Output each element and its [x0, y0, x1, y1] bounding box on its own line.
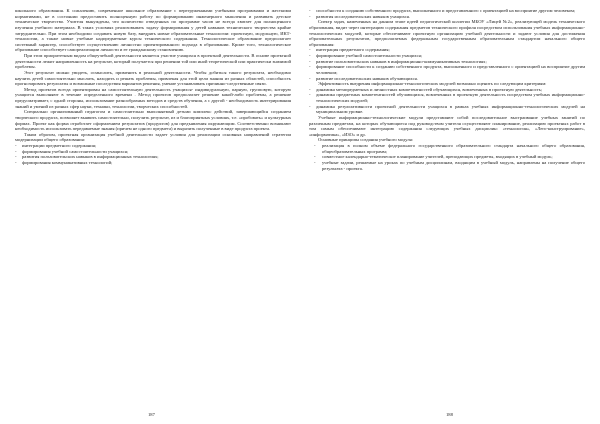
bullet-dash: -	[15, 148, 17, 154]
principles-heading: Основные принципы создания учебного модуля:	[318, 137, 414, 143]
goal-text: формирование способности к созданию собственного продукта, выполненного и представленного с ориентацией на восприятие другим человеком;	[316, 64, 585, 75]
page-number-left: 187	[148, 412, 155, 417]
left-bullet-item	[15, 160, 291, 166]
principle-text: учебные задачи, решаемые на уроках по учебным дисциплинам, входящим в учебный модуль, направлены на получение общего результата - проекта.	[322, 159, 585, 171]
bullet-dash: -	[314, 154, 316, 160]
left-paragraph-3: Этот результат можно увидеть, осмыслить, применить в реальной деятельности. Чтобы добиться такого результата, необходимо научить детей самостоятельно мыслить, находить и решать проблемы, привлекая для этой цели знания из разных областей, способность прогнозировать результаты и возможные последствия вариантов решения, умение устанавливать причинно-следственные связи.	[15, 69, 291, 87]
left-bullet-text: интеграции предметного содержания;	[22, 143, 97, 148]
bullet-dash: -	[309, 103, 311, 109]
principle-item	[309, 160, 585, 171]
left-bullet-text: формирования коммуникативных технологий;	[22, 159, 113, 165]
principle-text: совместное календарно-тематическое планирование учителей, преподающих предметы, входящих в учебный модуль;	[322, 154, 553, 160]
criteria-text: динамика метапредметных и личностных компетентностей обучающихся, вовлеченных в проектную деятельность;	[316, 86, 543, 92]
goal-item	[309, 76, 585, 82]
goal-text: развитие исследовательских навыков обучающихся.	[316, 75, 418, 81]
bullet-dash: -	[309, 53, 311, 58]
bullet-dash: -	[314, 159, 316, 165]
criteria-text: динамика предметных компетентностей обучающихся, вовлеченных в проектную деятельность посредством учебных информационно-технологических модулей;	[316, 92, 585, 103]
right-intro-paragraph: Спектр задач, намеченных на данном этапе идеей педагогической коллегии МБОУ «Лицей №2», реализующей модель технического образования, видит через интеграцию содержания предметов технического профиля посредством использования учебных информационно-технологических модулей, которые обеспечивают проектную организацию учебной деятельности и задают условия для достижения образовательных результатов, предполагаемых федеральным государственным образовательным стандартом начального общего образования:	[309, 19, 585, 47]
principle-item	[309, 143, 585, 154]
bullet-dash: -	[309, 8, 311, 13]
bullet-dash: -	[309, 75, 311, 81]
goal-text: интеграция предметного содержания;	[316, 47, 390, 53]
bullet-dash: -	[309, 13, 311, 19]
left-paragraph-1: школьного образования. К сожалению, современное школьное образование с перегруженными учебными программами и жесткими нормативами, не в состоянии предоставить полноценную работу по формированию инженерного мышления и развивать детское техническое творчество. Учителя вынуждены, что количество отведенных по программе часов не всегда хватает для полноценного изучения учебного материала. В таких условиях реализовывать задачу формирования у детей навыков технического творчества крайне затруднительно. При этом необходимо создавать новую базу, внедрять новые образовательные технологии: проектную, модульную, ИКТ-технологии, а также новые учебные надпредметные курсы технического содержания. Технологическое образование предполагает системный характер, способствует осуществлению личностно ориентированного подхода в образовании. Кроме того, технологическое образование способствует самореализации личности и ее гражданскому становлению.	[15, 8, 291, 53]
bullet-dash: -	[15, 159, 17, 165]
left-paragraph-4: Метод проектов всегда ориентирован на самостоятельную деятельность учащихся- индивидуальную, парную, групповую, которую учащиеся выполняют в течение определенного времени . Метод проектов предполагает решение какой-либо проблемы, а решение предусматривает, с одной стороны, использование разнообразных методов и средств обучения, а с другой - необходимость интегрирования знаний и умений из разных сфер науки, техники, технологии, творческих способностей.	[15, 86, 291, 109]
bullet-dash: -	[309, 86, 311, 92]
left-page	[15, 8, 291, 412]
page-number-right: 188	[446, 412, 453, 417]
bullet-dash: -	[15, 143, 17, 148]
bullet-dash: -	[309, 92, 311, 98]
bullet-dash: -	[309, 47, 311, 53]
principle-text: реализация в полном объеме федерального государственного образовательного стандарта начального общего образования, общеобразовательных программ;	[322, 143, 585, 154]
right-top-bullet-text: развития исследовательских навыков учащихся.	[316, 13, 411, 19]
goal-item	[309, 64, 585, 75]
left-bullet-text: развития пользовательских навыков в информационных технологиях;	[22, 154, 159, 160]
left-bullet-text: формирования учебной самостоятельности учащихся;	[22, 148, 129, 154]
bullet-dash: -	[15, 154, 17, 160]
criteria-item	[309, 92, 585, 103]
modules-paragraph: Учебные информационно-технологические модули представляют собой последовательное выстраивание учебных занятий по различным предметам, на которых обучающиеся под руководством учителя осуществляют планирование, реализацию проектных работ в том самым обеспечивают интеграцию содержания следующих учебных дисциплин: «технология», «Лего-конструирование», «информатика», «ИЗО» и др.	[309, 114, 585, 137]
criteria-item	[309, 104, 585, 115]
left-paragraph-2: При этом приоритетным видом общеучебной деятельности является участие учащихся в проектной деятельности. В основе проектной деятельности лежит направленность на результат, который получается при решении той или иной теоретической или практически значимой проблемы.	[15, 53, 291, 70]
right-top-bullet-text: способности к созданию собственного продукта, выполненного и представленного с ориентацией на восприятие другим человеком;	[316, 8, 576, 13]
criteria-text: динамика результативности проектной деятельности учащихся в рамках учебных информационно-технологических модулей на муниципальном уровне.	[316, 103, 585, 115]
right-page	[309, 8, 585, 412]
bullet-dash: -	[314, 143, 316, 148]
bullet-dash: -	[309, 64, 311, 70]
right-top-bullet	[309, 14, 585, 20]
goal-text: развитие пользовательских навыков в информационно-коммуникативных технологиях;	[316, 58, 487, 64]
left-paragraph-6: Таким образом, проектная организация учебной деятельности задает условия для реализации основных направлений стратегии модернизации общего образования:	[15, 131, 291, 143]
effectiveness-paragraph: Эффективность внедрения информационно-технологических модулей возможно оценить по следующим критериям:	[318, 81, 547, 87]
goal-text: формирование учебной самостоятельности учащихся;	[316, 53, 423, 58]
left-paragraph-5: Специально организованный педагогом и самостоятельно выполняемый детьми комплекс действий, завершающийся созданием творческого продукта, позволяет выявить самостоятельно, получить результат, из и благоприятных условиях, т.е. «пробовать» и культурных формах. Проект как форма отработает оформлением результатов (продуктов) для предъявления окружающим. Соответственно возникают необходимость использовать передаваемые знания (причем не одного предмета) и выразить полученные в виде продукта проекта.	[15, 109, 291, 132]
bullet-dash: -	[309, 58, 311, 64]
